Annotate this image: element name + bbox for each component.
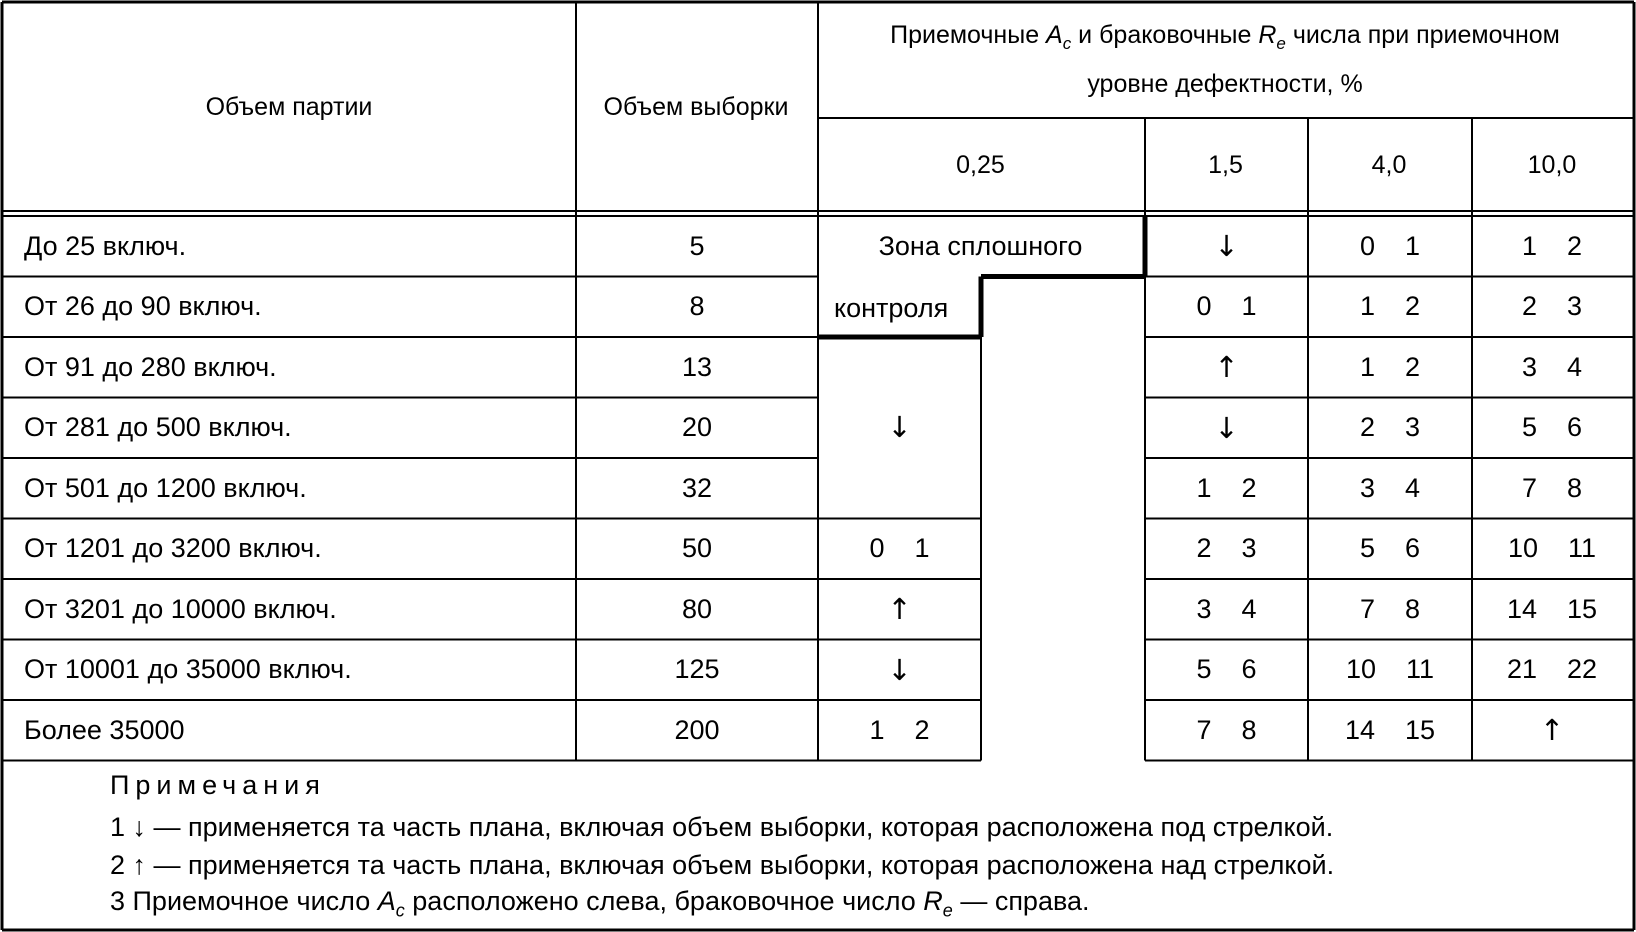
lot-size-cell (4, 458, 576, 519)
level-025-label: 0,25 (956, 150, 1005, 179)
ac-re-pair (1196, 533, 1256, 564)
cell-level-15 (1145, 398, 1308, 459)
sample-size-text: 13 (681, 351, 713, 382)
sample-size-cell (576, 216, 818, 277)
rejection-number: 4 (1241, 593, 1257, 624)
header-level-100 (1472, 120, 1632, 210)
ac-re-pair (1346, 654, 1434, 685)
sample-size-cell (576, 640, 818, 701)
sample-size-text: 200 (674, 714, 720, 745)
lot-size-cell (4, 519, 576, 580)
level-15-label: 1,5 (1208, 150, 1243, 179)
lot-size-cell (4, 277, 576, 338)
cell-level-40 (1308, 337, 1472, 398)
acceptance-number: 7 (1196, 714, 1212, 745)
arrow-down-icon: ↓ (1214, 410, 1239, 445)
ac-re-pair (869, 715, 929, 746)
cell-level-40 (1308, 519, 1472, 580)
acceptance-number: 5 (1521, 412, 1537, 443)
header-sample-size (576, 4, 816, 210)
rejection-number: 8 (1567, 472, 1583, 503)
title-re-subscript: e (1276, 33, 1286, 53)
sample-size-text: 20 (681, 412, 713, 443)
sample-size-text: 50 (681, 533, 713, 564)
rejection-number: 3 (1567, 291, 1583, 322)
rejection-number: 11 (1406, 654, 1435, 685)
ac-re-pair (1507, 594, 1597, 625)
lot-size-cell (4, 640, 576, 701)
cell-level-100 (1472, 640, 1632, 701)
acceptance-number: 7 (1359, 593, 1375, 624)
header-level-025 (818, 120, 1143, 210)
cell-level-100 (1472, 458, 1632, 519)
cell-level-40 (1308, 398, 1472, 459)
zone-full-control-label-1 (818, 216, 1143, 276)
cell-level-100 (1472, 337, 1632, 398)
rejection-number: 1 (1241, 291, 1257, 322)
ac-re-pair (869, 533, 929, 564)
cell-level-40 (1308, 700, 1472, 761)
lot-size-cell (4, 579, 576, 640)
rejection-number: 15 (1405, 714, 1436, 745)
ac-re-pair (1345, 715, 1435, 746)
acceptance-number: 2 (1521, 291, 1537, 322)
sample-size-cell (576, 579, 818, 640)
note-3-ac: A (377, 886, 396, 916)
header-title-line-2: уровне дефектности, % (1087, 69, 1363, 98)
cell-level-15 (1145, 277, 1308, 338)
ac-re-pair (1196, 473, 1256, 504)
rejection-number: 6 (1567, 412, 1583, 443)
rejection-number: 15 (1567, 593, 1598, 624)
acceptance-number: 14 (1344, 714, 1375, 745)
cell-level-40 (1308, 216, 1472, 277)
cell-level-15 (1145, 337, 1308, 398)
rejection-number: 4 (1405, 472, 1421, 503)
arrow-up-icon: ↑ (887, 592, 912, 627)
ac-re-pair (1522, 352, 1582, 383)
sample-size-cell (576, 700, 818, 761)
note-3-post: — справа. (952, 886, 1090, 916)
ac-re-pair (1360, 594, 1420, 625)
sample-size-cell (576, 519, 818, 580)
cell-level-100 (1472, 277, 1632, 338)
ac-re-pair (1360, 473, 1420, 504)
sample-size-text: 8 (689, 291, 705, 322)
note-3 (110, 886, 1090, 921)
ac-re-pair (1360, 412, 1420, 443)
zone-full-control-label-2 (834, 278, 984, 338)
sample-size-text: 5 (689, 230, 705, 261)
note-3-re: R (923, 886, 943, 916)
lot-size-text: От 501 до 1200 включ. (24, 472, 307, 503)
cell-level-15 (1145, 519, 1308, 580)
header-lot-size-label: Объем партии (205, 92, 373, 121)
acceptance-number: 1 (1359, 291, 1375, 322)
acceptance-number: 3 (1196, 593, 1212, 624)
level-40-label: 4,0 (1371, 150, 1407, 179)
title-post: числа при приемочном (1285, 20, 1560, 49)
sample-size-cell (576, 398, 818, 459)
acceptance-number: 14 (1506, 593, 1537, 624)
cell-level-100 (1472, 700, 1632, 761)
title-pre: Приемочные (890, 20, 1047, 49)
merged-arrow-down: ↓ (887, 410, 912, 444)
lot-size-cell (4, 398, 576, 459)
ac-re-pair (1522, 473, 1582, 504)
ac-re-pair (1508, 533, 1596, 564)
ac-re-pair (1196, 715, 1256, 746)
level-100-label: 10,0 (1527, 150, 1577, 179)
acceptance-number: 10 (1507, 533, 1538, 564)
ac-re-pair (1360, 533, 1420, 564)
note-1: 1 ↓ — применяется та часть плана, включая объем выборки, которая расположена под стрелкой. (110, 812, 1334, 842)
ac-re-pair (1196, 594, 1256, 625)
cell-level-025 (818, 700, 981, 761)
ac-re-pair (1522, 231, 1582, 262)
cell-level-15 (1145, 700, 1308, 761)
rejection-number: 11 (1568, 533, 1597, 564)
zone-label-line-1: Зона сплошного (878, 230, 1083, 261)
header-level-15 (1145, 120, 1306, 210)
acceptance-number: 5 (1196, 654, 1212, 685)
lot-size-text: От 3201 до 10000 включ. (24, 593, 337, 624)
cell-level-40 (1308, 579, 1472, 640)
cell-level-15 (1145, 640, 1308, 701)
ac-re-pair (1522, 291, 1582, 322)
lot-size-cell (4, 337, 576, 398)
lot-size-text: От 281 до 500 включ. (24, 412, 292, 443)
header-lot-size (4, 4, 574, 210)
note-2: 2 ↑ — применяется та часть плана, включая объем выборки, которая расположена над стрелкой. (110, 850, 1335, 880)
arrow-up-icon: ↑ (1214, 350, 1239, 385)
acceptance-number: 7 (1521, 472, 1537, 503)
sample-size-cell (576, 458, 818, 519)
acceptance-number: 0 (1196, 291, 1212, 322)
title-ac-symbol: A (1046, 20, 1063, 49)
cell-level-40 (1308, 277, 1472, 338)
cell-level-15 (1145, 579, 1308, 640)
acceptance-number: 5 (1359, 533, 1375, 564)
acceptance-number: 21 (1506, 654, 1537, 685)
acceptance-number: 2 (1359, 412, 1375, 443)
lot-size-text: Более 35000 (24, 714, 185, 745)
ac-re-pair (1360, 231, 1420, 262)
note-3-re-sub: e (942, 900, 953, 921)
acceptance-number: 0 (1359, 230, 1375, 261)
cell-level-100 (1472, 216, 1632, 277)
lot-size-text: До 25 включ. (24, 230, 187, 261)
ac-re-pair (1360, 352, 1420, 383)
rejection-number: 8 (1241, 714, 1257, 745)
note-3-mid: расположено слева, браковочное число (404, 886, 924, 916)
lot-size-text: От 26 до 90 включ. (24, 291, 262, 322)
cell-level-100 (1472, 398, 1632, 459)
cell-level-15 (1145, 458, 1308, 519)
lot-size-text: От 1201 до 3200 включ. (24, 533, 322, 564)
title-ac-subscript: c (1062, 33, 1072, 53)
cell-level-100 (1472, 579, 1632, 640)
acceptance-number: 1 (1521, 230, 1537, 261)
ac-re-pair (1522, 412, 1582, 443)
acceptance-number: 0 (869, 533, 885, 564)
cell-level-40 (1308, 458, 1472, 519)
rejection-number: 1 (914, 533, 930, 564)
acceptance-number: 10 (1345, 654, 1376, 685)
rejection-number: 6 (1241, 654, 1257, 685)
rejection-number: 2 (1405, 351, 1421, 382)
rejection-number: 2 (914, 714, 930, 745)
sample-size-cell (576, 277, 818, 338)
sample-size-text: 125 (674, 654, 720, 685)
sample-size-cell (576, 337, 818, 398)
ac-re-pair (1507, 654, 1597, 685)
header-title-line-1 (890, 15, 1560, 64)
acceptance-number: 2 (1196, 533, 1212, 564)
zone-label-line-2: контроля (834, 292, 949, 323)
title-mid: и браковочные (1071, 20, 1259, 49)
rejection-number: 4 (1567, 351, 1583, 382)
note-3-pre: 3 Приемочное число (110, 886, 378, 916)
rejection-number: 8 (1405, 593, 1421, 624)
rejection-number: 3 (1241, 533, 1257, 564)
lot-size-text: От 91 до 280 включ. (24, 351, 277, 382)
header-sample-size-label: Объем выборки (603, 92, 789, 121)
rejection-number: 6 (1405, 533, 1421, 564)
cell-level-025 (818, 519, 981, 580)
ac-re-pair (1196, 654, 1256, 685)
note-3-ac-sub: c (395, 900, 405, 921)
title-re-symbol: R (1258, 20, 1277, 49)
cell-level-40 (1308, 640, 1472, 701)
rejection-number: 22 (1567, 654, 1598, 685)
arrow-up-icon: ↑ (1539, 713, 1565, 748)
header-acceptance-title (818, 14, 1632, 104)
rejection-number: 2 (1405, 291, 1421, 322)
acceptance-number: 1 (869, 714, 885, 745)
rejection-number: 2 (1241, 472, 1257, 503)
acceptance-number: 3 (1359, 472, 1375, 503)
rejection-number: 1 (1405, 230, 1421, 261)
lot-size-cell (4, 216, 576, 277)
arrow-down-icon: ↓ (887, 652, 912, 687)
cell-level-025 (818, 579, 981, 640)
cell-level-15 (1145, 216, 1308, 277)
acceptance-number: 1 (1196, 472, 1212, 503)
notes-title: Примечания (110, 770, 326, 800)
acceptance-number: 3 (1521, 351, 1537, 382)
ac-re-pair (1196, 291, 1256, 322)
header-level-40 (1308, 120, 1470, 210)
rejection-number: 2 (1567, 230, 1583, 261)
arrow-down-icon (818, 336, 981, 518)
ac-re-pair (1360, 291, 1420, 322)
rejection-number: 3 (1405, 412, 1421, 443)
lot-size-text: От 10001 до 35000 включ. (24, 654, 352, 685)
sample-size-text: 32 (681, 472, 713, 503)
lot-size-cell (4, 700, 576, 761)
arrow-down-icon: ↓ (1214, 229, 1239, 264)
acceptance-number: 1 (1359, 351, 1375, 382)
sample-size-text: 80 (681, 593, 713, 624)
cell-level-100 (1472, 519, 1632, 580)
cell-level-025 (818, 640, 981, 701)
